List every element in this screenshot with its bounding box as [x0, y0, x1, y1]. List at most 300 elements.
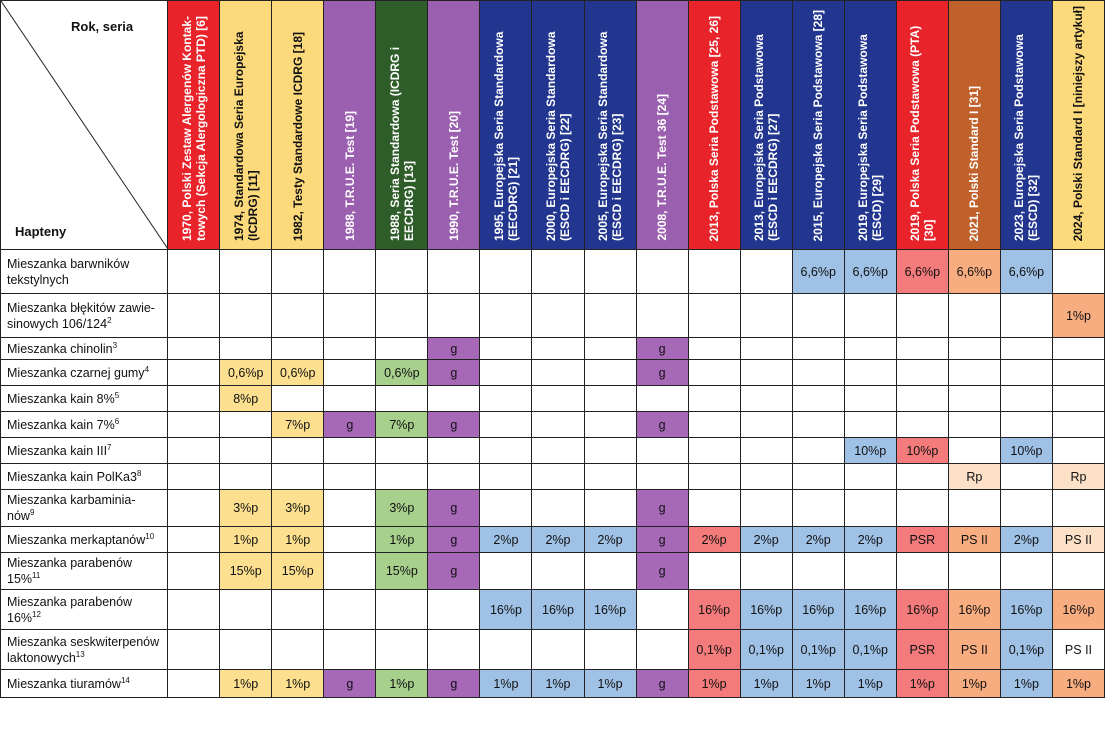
hapten-name-text: Mieszanka kain PolKa3: [7, 469, 137, 484]
table-cell: 2%p: [792, 527, 844, 553]
table-cell: 0,1%p: [688, 630, 740, 670]
column-header: [376, 1, 428, 250]
hapten-name: [1, 250, 168, 294]
hapten-name-text: Mieszanka barwników tekstylnych: [7, 256, 130, 287]
table-cell: [792, 490, 844, 527]
table-cell: [376, 464, 428, 490]
table-cell: 0,1%p: [1000, 630, 1052, 670]
table-cell: 7%p: [376, 412, 428, 438]
hapten-name: [1, 438, 168, 464]
hapten-name: [1, 670, 168, 698]
hapten-name-text: Mieszanka merkaptanów: [7, 532, 146, 547]
table-cell: g: [324, 412, 376, 438]
table-cell: [428, 294, 480, 338]
table-cell: 16%p: [584, 590, 636, 630]
column-header: [532, 1, 584, 250]
column-header: [740, 1, 792, 250]
table-cell: [272, 630, 324, 670]
table-cell: [688, 464, 740, 490]
table-cell: [220, 438, 272, 464]
table-cell: [532, 338, 584, 360]
column-header: [584, 1, 636, 250]
table-cell: 1%p: [1000, 670, 1052, 698]
table-cell: [1052, 338, 1104, 360]
table-cell: [844, 553, 896, 590]
hapten-name: [1, 527, 168, 553]
table-cell: [948, 360, 1000, 386]
table-cell: [844, 360, 896, 386]
table-row: [1, 490, 1105, 527]
hapten-name-text: Mieszanka czarnej gumy: [7, 365, 145, 380]
table-cell: [480, 464, 532, 490]
table-cell: [1052, 490, 1104, 527]
table-cell: [428, 464, 480, 490]
table-cell: [896, 464, 948, 490]
table-cell: g: [428, 527, 480, 553]
table-cell: [480, 338, 532, 360]
table-cell: g: [428, 490, 480, 527]
table-cell: [272, 386, 324, 412]
table-cell: [1000, 338, 1052, 360]
table-cell: [740, 438, 792, 464]
table-cell: [636, 386, 688, 412]
table-cell: [844, 386, 896, 412]
table-cell: [220, 590, 272, 630]
column-header-label: 1988, T.R.U.E. Test [19]: [342, 111, 357, 241]
column-header: [844, 1, 896, 250]
table-row: [1, 360, 1105, 386]
table-cell: [168, 630, 220, 670]
table-cell: [168, 338, 220, 360]
table-cell: [948, 438, 1000, 464]
table-cell: [792, 464, 844, 490]
table-row: [1, 630, 1105, 670]
table-cell: [1052, 250, 1104, 294]
table-cell: [688, 338, 740, 360]
table-cell: 10%p: [1000, 438, 1052, 464]
table-cell: 16%p: [1052, 590, 1104, 630]
column-header: [688, 1, 740, 250]
table-cell: [324, 250, 376, 294]
table-cell: PS II: [948, 630, 1000, 670]
column-header: [1000, 1, 1052, 250]
table-cell: 3%p: [220, 490, 272, 527]
table-cell: [896, 338, 948, 360]
hapten-name: [1, 338, 168, 360]
table-cell: [428, 438, 480, 464]
table-cell: [480, 294, 532, 338]
table-cell: [480, 438, 532, 464]
table-cell: 16%p: [792, 590, 844, 630]
table-cell: 6,6%p: [792, 250, 844, 294]
table-cell: [584, 490, 636, 527]
table-cell: [168, 250, 220, 294]
footnote-marker: 2: [107, 315, 112, 325]
table-cell: [1052, 412, 1104, 438]
table-cell: [428, 250, 480, 294]
table-cell: g: [636, 670, 688, 698]
table-cell: [532, 386, 584, 412]
table-cell: [272, 250, 324, 294]
column-header-label: 2013, Polska Seria Podstawowa [25, 26]: [707, 15, 722, 241]
table-cell: [376, 250, 428, 294]
table-cell: 16%p: [480, 590, 532, 630]
table-cell: g: [636, 360, 688, 386]
table-cell: [844, 412, 896, 438]
table-cell: [1052, 438, 1104, 464]
table-cell: 1%p: [740, 670, 792, 698]
column-header: [428, 1, 480, 250]
column-header: [948, 1, 1000, 250]
table-cell: [220, 294, 272, 338]
table-cell: [324, 464, 376, 490]
table-cell: [532, 438, 584, 464]
table-cell: [532, 294, 584, 338]
table-cell: 1%p: [896, 670, 948, 698]
table-cell: [740, 338, 792, 360]
column-header-label: 2015, Europejska Seria Podstawowa [28]: [811, 9, 826, 241]
table-cell: [532, 490, 584, 527]
table-cell: [584, 464, 636, 490]
table-cell: [584, 338, 636, 360]
table-cell: 16%p: [532, 590, 584, 630]
table-row: [1, 294, 1105, 338]
table-cell: [272, 438, 324, 464]
table-cell: [740, 490, 792, 527]
table-row: [1, 250, 1105, 294]
table-cell: g: [428, 553, 480, 590]
table-cell: 1%p: [844, 670, 896, 698]
table-cell: [428, 590, 480, 630]
table-cell: [1000, 490, 1052, 527]
table-cell: [792, 438, 844, 464]
table-cell: [324, 386, 376, 412]
table-row: [1, 670, 1105, 698]
table-cell: [168, 294, 220, 338]
table-row: [1, 338, 1105, 360]
table-cell: 16%p: [740, 590, 792, 630]
column-header-label: 2019, Polska Seria Podstawowa (PTA) [30]: [908, 25, 937, 241]
table-cell: 16%p: [896, 590, 948, 630]
table-cell: [844, 464, 896, 490]
table-cell: 1%p: [1052, 670, 1104, 698]
table-cell: [844, 294, 896, 338]
table-cell: [480, 360, 532, 386]
table-cell: [948, 294, 1000, 338]
table-cell: [584, 438, 636, 464]
hapten-name-text: Mieszanka karbaminia-nów: [7, 493, 136, 523]
table-cell: g: [428, 670, 480, 698]
hapten-name-text: Mieszanka parabenów 16%: [7, 594, 133, 625]
column-header: [896, 1, 948, 250]
table-cell: [688, 553, 740, 590]
table-cell: 1%p: [532, 670, 584, 698]
table-cell: [584, 553, 636, 590]
column-header-label: 2013, Europejska Seria Podstawowa (ESCD i EECDRG) [27]: [752, 34, 781, 241]
table-cell: [740, 360, 792, 386]
table-cell: [584, 386, 636, 412]
table-cell: [1052, 360, 1104, 386]
table-cell: [168, 527, 220, 553]
table-cell: 15%p: [272, 553, 324, 590]
table-cell: [688, 386, 740, 412]
hapten-name: [1, 294, 168, 338]
table-cell: [792, 360, 844, 386]
footnote-marker: 7: [107, 442, 112, 452]
table-cell: [584, 630, 636, 670]
table-cell: [896, 490, 948, 527]
hapten-name-text: Mieszanka błękitów zawie-sinowych 106/124: [7, 300, 155, 331]
column-header-label: 2008, T.R.U.E. Test 36 [24]: [655, 94, 670, 241]
table-cell: [584, 294, 636, 338]
hapten-name: [1, 386, 168, 412]
table-cell: 16%p: [688, 590, 740, 630]
table-cell: [844, 338, 896, 360]
table-cell: [168, 360, 220, 386]
table-cell: [168, 438, 220, 464]
table-cell: 15%p: [376, 553, 428, 590]
table-cell: [636, 294, 688, 338]
table-cell: 15%p: [220, 553, 272, 590]
footnote-marker: 5: [114, 390, 120, 400]
table-cell: [168, 490, 220, 527]
table-cell: [168, 590, 220, 630]
footnote-marker: 3: [112, 340, 118, 350]
table-cell: [376, 386, 428, 412]
table-cell: [324, 527, 376, 553]
table-cell: [792, 386, 844, 412]
table-cell: PS II: [948, 527, 1000, 553]
table-cell: 6,6%p: [844, 250, 896, 294]
table-cell: [220, 412, 272, 438]
table-cell: 2%p: [688, 527, 740, 553]
table-cell: [1000, 553, 1052, 590]
table-cell: [1000, 386, 1052, 412]
table-cell: [896, 412, 948, 438]
column-header: [480, 1, 532, 250]
table-cell: 2%p: [740, 527, 792, 553]
hapten-name-text: Mieszanka kain III: [7, 443, 108, 458]
table-cell: [740, 553, 792, 590]
table-cell: [740, 386, 792, 412]
column-header-label: 2021, Polski Standard I [31]: [967, 85, 982, 241]
table-cell: g: [636, 338, 688, 360]
table-cell: 1%p: [688, 670, 740, 698]
column-header-label: 1995, Europejska Seria Standardowa (EECDRG) [21]: [491, 31, 520, 241]
table-body: [1, 250, 1105, 698]
table-cell: [844, 490, 896, 527]
table-cell: [532, 412, 584, 438]
table-cell: [636, 590, 688, 630]
table-cell: [636, 250, 688, 294]
column-header-label: 1990, T.R.U.E. Test [20]: [446, 111, 461, 241]
footnote-marker: 14: [120, 675, 130, 685]
table-cell: 6,6%p: [896, 250, 948, 294]
table-cell: 16%p: [1000, 590, 1052, 630]
table-cell: [636, 438, 688, 464]
table-cell: g: [428, 360, 480, 386]
table-cell: [324, 338, 376, 360]
table-cell: [688, 412, 740, 438]
table-cell: [792, 553, 844, 590]
table-cell: [1052, 553, 1104, 590]
hapten-name: [1, 360, 168, 386]
table-cell: [324, 360, 376, 386]
table-cell: PS II: [1052, 527, 1104, 553]
table-cell: 16%p: [844, 590, 896, 630]
table-cell: [324, 294, 376, 338]
column-header: [636, 1, 688, 250]
table-cell: [740, 464, 792, 490]
table-cell: [896, 360, 948, 386]
table-row: [1, 553, 1105, 590]
table-cell: [896, 386, 948, 412]
table-cell: [1000, 412, 1052, 438]
table-cell: [636, 464, 688, 490]
table-cell: [948, 338, 1000, 360]
table-cell: [324, 438, 376, 464]
hapten-name-text: Mieszanka seskwiterpenów laktonowych: [7, 634, 160, 665]
table-cell: [480, 386, 532, 412]
table-cell: [1000, 464, 1052, 490]
table-cell: [324, 553, 376, 590]
table-cell: 16%p: [948, 590, 1000, 630]
hapten-name: [1, 590, 168, 630]
column-header-label: 1974, Standardowa Seria Europejska (ICDRG) [11]: [231, 31, 260, 241]
footnote-marker: 11: [32, 570, 41, 580]
column-header-label: 1982, Testy Standardowe ICDRG [18]: [290, 31, 305, 241]
table-cell: [220, 338, 272, 360]
table-cell: [792, 412, 844, 438]
column-header-label: 2019, Europejska Seria Podstawowa (ESCD) [29]: [856, 34, 885, 241]
column-header: [220, 1, 272, 250]
table-cell: 1%p: [584, 670, 636, 698]
table-cell: [168, 553, 220, 590]
table-cell: 2%p: [844, 527, 896, 553]
table-cell: g: [636, 527, 688, 553]
table-cell: [792, 294, 844, 338]
table-cell: [948, 490, 1000, 527]
footnote-marker: 12: [32, 609, 41, 619]
table-cell: [324, 590, 376, 630]
column-header-label: 2000, Europejska Seria Standardowa (ESCD i EECDRG) [22]: [543, 31, 572, 241]
table-cell: [740, 412, 792, 438]
table-cell: PSR: [896, 630, 948, 670]
table-cell: 0,6%p: [376, 360, 428, 386]
table-cell: 8%p: [220, 386, 272, 412]
table-cell: [220, 464, 272, 490]
table-cell: PSR: [896, 527, 948, 553]
table-cell: 2%p: [1000, 527, 1052, 553]
table-cell: [220, 630, 272, 670]
column-header: [792, 1, 844, 250]
table-cell: [1000, 360, 1052, 386]
table-cell: 1%p: [1052, 294, 1104, 338]
table-cell: [896, 294, 948, 338]
table-cell: [168, 670, 220, 698]
footnote-marker: 4: [144, 364, 150, 374]
column-header: [272, 1, 324, 250]
table-cell: [324, 630, 376, 670]
table-cell: 0,6%p: [220, 360, 272, 386]
table-cell: 10%p: [844, 438, 896, 464]
table-cell: 3%p: [376, 490, 428, 527]
table-cell: [272, 294, 324, 338]
table-cell: 0,1%p: [844, 630, 896, 670]
table-cell: [480, 490, 532, 527]
header-rok-seria: Rok, seria: [70, 19, 134, 34]
table-cell: [584, 360, 636, 386]
table-cell: [948, 412, 1000, 438]
diagonal-divider: [1, 1, 168, 249]
table-cell: [584, 250, 636, 294]
column-header-label: 2023, Europejska Seria Podstawowa (ESCD) [32]: [1012, 34, 1041, 241]
table-cell: [740, 250, 792, 294]
table-cell: [168, 464, 220, 490]
table-cell: 1%p: [272, 670, 324, 698]
table-row: [1, 386, 1105, 412]
table-cell: [220, 250, 272, 294]
table-cell: [792, 338, 844, 360]
hapten-name: [1, 490, 168, 527]
table-cell: [480, 412, 532, 438]
column-header: [168, 1, 220, 250]
table-cell: 1%p: [376, 670, 428, 698]
table-cell: g: [636, 553, 688, 590]
table-cell: 1%p: [220, 527, 272, 553]
table-cell: g: [636, 412, 688, 438]
table-cell: 3%p: [272, 490, 324, 527]
table-cell: [688, 294, 740, 338]
table-cell: [1052, 386, 1104, 412]
table-cell: [272, 338, 324, 360]
table-cell: Rp: [948, 464, 1000, 490]
hapten-name-text: Mieszanka kain 7%: [7, 417, 115, 432]
table-cell: PS II: [1052, 630, 1104, 670]
table-cell: [168, 386, 220, 412]
column-header-label: 1988, Seria Standardowa (ICDRG i EECDRG) [13]: [387, 46, 416, 241]
table-cell: [428, 630, 480, 670]
table-cell: [740, 294, 792, 338]
header-row: [1, 1, 1105, 250]
table-cell: [324, 490, 376, 527]
header-hapteny: Hapteny: [15, 224, 67, 239]
table-cell: [948, 386, 1000, 412]
table-row: [1, 527, 1105, 553]
table-cell: [688, 360, 740, 386]
table-cell: 1%p: [220, 670, 272, 698]
hapten-name: [1, 630, 168, 670]
table-cell: Rp: [1052, 464, 1104, 490]
table-cell: g: [324, 670, 376, 698]
footnote-marker: 10: [145, 531, 155, 541]
table-cell: [376, 294, 428, 338]
table-cell: 6,6%p: [948, 250, 1000, 294]
table-cell: [480, 630, 532, 670]
table-cell: 6,6%p: [1000, 250, 1052, 294]
table-cell: [532, 630, 584, 670]
table-cell: [1000, 294, 1052, 338]
table-cell: [688, 438, 740, 464]
table-cell: [376, 630, 428, 670]
table-cell: 10%p: [896, 438, 948, 464]
table-cell: [532, 250, 584, 294]
hapten-name: [1, 412, 168, 438]
hapten-name: [1, 553, 168, 590]
table-cell: [636, 630, 688, 670]
table-cell: [532, 553, 584, 590]
table-row: [1, 464, 1105, 490]
